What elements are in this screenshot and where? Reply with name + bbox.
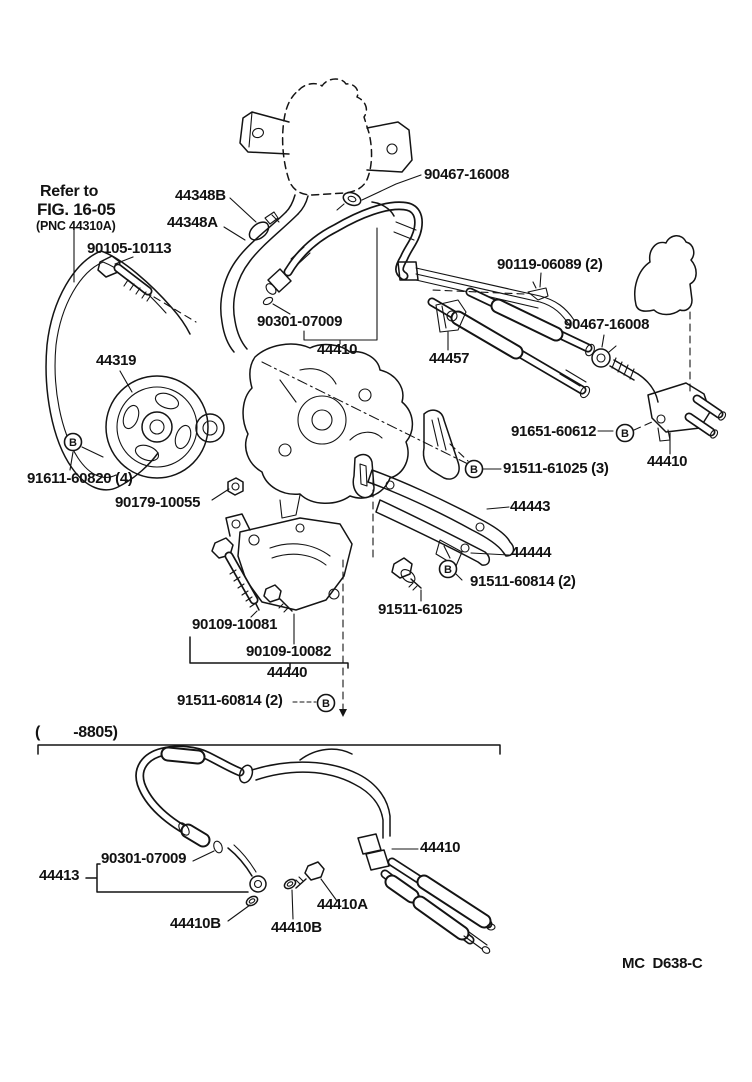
- part-label-91611: 91611-60820 (4): [27, 470, 133, 487]
- tube-end-bracket: [648, 383, 727, 441]
- part-label-91651: 91651-60612: [511, 423, 597, 440]
- part-label-44444: 44444: [511, 544, 552, 561]
- engine-outline: [635, 236, 696, 394]
- figure-code: MC D638-C: [622, 955, 703, 972]
- svg-text:B: B: [444, 564, 452, 576]
- part-label-90301-top: 90301-07009: [257, 313, 343, 330]
- part-label-91511-60814-bottom: 91511-60814 (2): [177, 692, 283, 709]
- part-label-90109-10082: 90109-10082: [246, 643, 332, 660]
- part-label-44410-right: 44410: [647, 453, 688, 470]
- part-label-90109-10081: 90109-10081: [192, 616, 278, 633]
- variant-range-label: ( -8805): [35, 724, 118, 741]
- figure-note-line1: Refer to: [40, 183, 99, 200]
- part-label-44348B: 44348B: [175, 187, 226, 204]
- return-tube: [252, 749, 390, 838]
- reservoir-tank: [240, 79, 412, 214]
- pump-pulley: [106, 376, 224, 478]
- figure-note-line3: (PNC 44310A): [36, 219, 116, 233]
- bracket-44440: [226, 514, 352, 610]
- banjo-and-washers: [212, 840, 324, 907]
- tension-bolt: [98, 256, 196, 322]
- part-label-44348A: 44348A: [167, 214, 218, 231]
- bracket-44443: [353, 410, 513, 556]
- marker-leader: [450, 444, 468, 461]
- drive-belt: [46, 251, 190, 490]
- part-label-90179: 90179-10055: [115, 494, 201, 511]
- part-label-90301-bottom: 90301-07009: [101, 850, 187, 867]
- pump-body: [243, 341, 412, 518]
- tube-union-cluster: [358, 834, 389, 870]
- part-label-90467-top: 90467-16008: [424, 166, 510, 183]
- svg-text:B: B: [621, 428, 629, 440]
- part-label-44443: 44443: [510, 498, 551, 515]
- variant-bracket: [38, 745, 500, 754]
- centerline-dash: [262, 362, 468, 464]
- nut: [228, 478, 243, 495]
- bolt-marker-b: [440, 561, 457, 578]
- bolt-marker-b: [466, 461, 483, 478]
- bolt-marker-b: [617, 425, 634, 442]
- bolt-marker-b: [65, 434, 82, 451]
- long-bolt: [212, 538, 259, 610]
- flange-bolt: [392, 558, 421, 590]
- part-label-44457: 44457: [429, 350, 470, 367]
- part-label-90467-mid: 90467-16008: [564, 316, 650, 333]
- part-label-44410B-left: 44410B: [170, 915, 221, 932]
- suction-hose: [221, 212, 298, 352]
- figure-note-line2: FIG. 16-05: [37, 200, 116, 219]
- part-label-44413: 44413: [39, 867, 80, 884]
- part-label-90105: 90105-10113: [87, 240, 172, 257]
- part-label-90119: 90119-06089 (2): [497, 256, 603, 273]
- part-label-44410B-right: 44410B: [271, 919, 322, 936]
- part-label-44410-top: 44410: [317, 341, 358, 358]
- part-label-91511-61025: 91511-61025: [378, 601, 463, 618]
- part-label-91511-61025-3: 91511-61025 (3): [503, 460, 609, 477]
- svg-text:B: B: [69, 437, 77, 449]
- short-bolt: [264, 585, 292, 612]
- part-label-44410-bottom: 44410: [420, 839, 461, 856]
- part-label-44410A: 44410A: [317, 896, 368, 913]
- return-hose-44413: [140, 750, 255, 840]
- svg-text:B: B: [322, 698, 330, 710]
- part-label-44440: 44440: [267, 664, 308, 681]
- part-label-91511-60814-right: 91511-60814 (2): [470, 573, 576, 590]
- svg-text:B: B: [470, 464, 478, 476]
- part-label-44319: 44319: [96, 352, 137, 369]
- bottom-sleeved-tubes: [385, 862, 495, 955]
- bolt-marker-b: [318, 695, 335, 712]
